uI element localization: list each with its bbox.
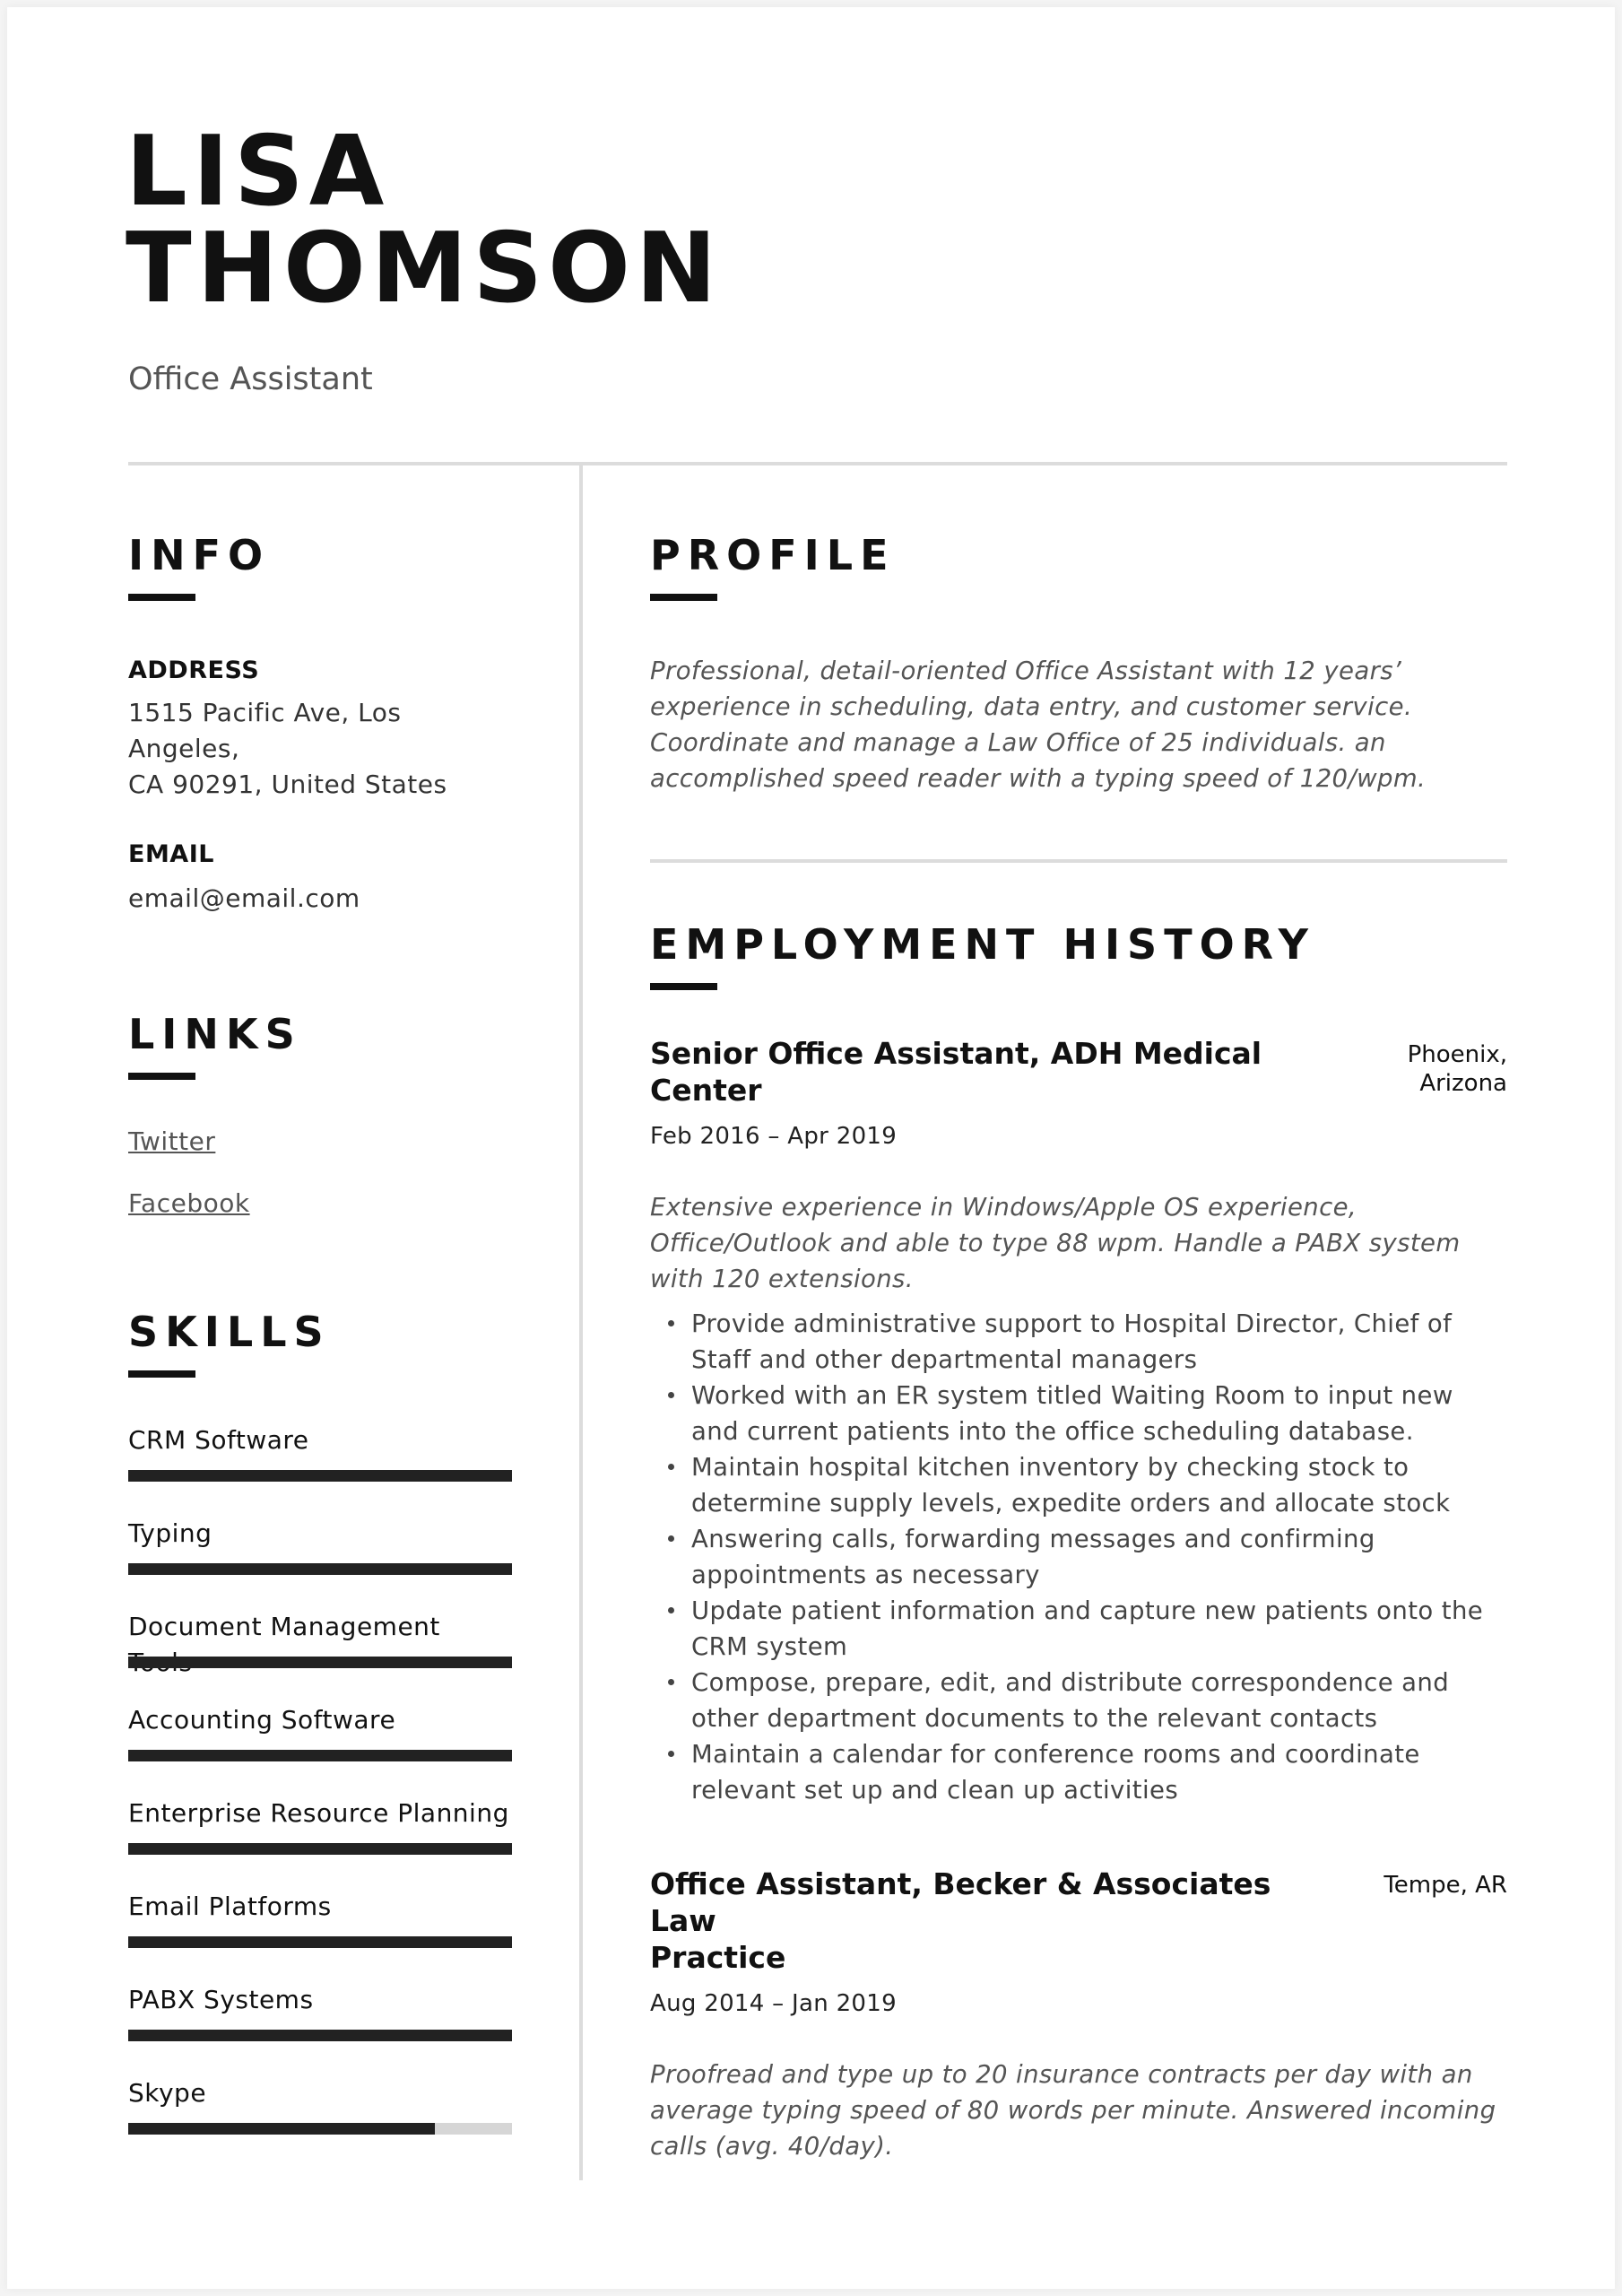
employment-heading: EMPLOYMENT HISTORY [650, 920, 1315, 969]
job-title [650, 1035, 1296, 1109]
skills-list [128, 1422, 512, 2169]
resume-page [7, 7, 1615, 2289]
job-summary: Extensive experience in Windows/Apple OS experience, Office/Outlook and able to type 88 wpm. Handle a PABX system with 120 extensions. [650, 1193, 1461, 1293]
address-line-1: 1515 Pacific Ave, Los Angeles, [128, 698, 402, 763]
skill-bar [128, 1657, 512, 1668]
skill-bar [128, 2123, 512, 2135]
skill-item [128, 1422, 512, 1516]
responsibility-item: Provide administrative support to Hospital Director, Chief of Staff and other departmental managers [691, 1306, 1507, 1378]
email-label: EMAIL [128, 840, 214, 868]
last-name: THOMSON [126, 213, 723, 325]
job-header [650, 1035, 1507, 1109]
profile-section [650, 527, 1507, 796]
job-responsibilities [650, 1306, 1507, 1808]
skill-name: PABX Systems [128, 1985, 314, 2014]
skill-bar-fill [128, 1750, 512, 1761]
address-line-2: CA 90291, United States [128, 770, 447, 799]
skill-bar [128, 1563, 512, 1575]
skill-item [128, 1889, 512, 1982]
profile-divider [650, 859, 1507, 863]
skill-name: Accounting Software [128, 1705, 396, 1735]
skill-item [128, 1796, 512, 1889]
skill-bar-fill [128, 2030, 512, 2041]
responsibility-item: Worked with an ER system titled Waiting Room to input new and current patients into the office scheduling database. [691, 1378, 1507, 1449]
job-title [650, 1866, 1296, 1976]
skill-bar-fill [128, 1936, 512, 1948]
main-content [650, 527, 1507, 2164]
first-name: LISA [126, 116, 390, 228]
info-heading: INFO [128, 531, 271, 579]
column-divider [579, 465, 583, 2180]
skill-bar [128, 1936, 512, 1948]
skill-bar [128, 1843, 512, 1855]
skill-name: Enterprise Resource Planning [128, 1798, 509, 1828]
job-dates: Aug 2014 – Jan 2019 [650, 1990, 897, 2017]
job-location-line-1: Tempe, AR [1383, 1872, 1507, 1899]
skill-bar-fill [128, 2123, 435, 2135]
skill-name: Skype [128, 2078, 207, 2108]
job-dates: Feb 2016 – Apr 2019 [650, 1123, 898, 1150]
skill-bar-fill [128, 1470, 512, 1482]
candidate-title: Office Assistant [128, 361, 373, 397]
skill-bar [128, 1750, 512, 1761]
job-title-line-2: Practice [650, 1940, 786, 1975]
skill-bar-fill [128, 1843, 512, 1855]
skill-name: Document Management [128, 1612, 440, 1641]
job-title-line-2: Center [650, 1073, 762, 1108]
skill-item [128, 2075, 512, 2169]
job-location [1328, 1040, 1507, 1098]
responsibility-item: Compose, prepare, edit, and distribute correspondence and other department documents to the relevant contacts [691, 1665, 1507, 1736]
facebook-link[interactable]: Facebook [128, 1188, 250, 1218]
responsibility-item: Update patient information and capture new patients onto the CRM system [691, 1593, 1507, 1665]
address-label: ADDRESS [128, 657, 260, 684]
job-header [650, 1866, 1507, 1976]
skill-name: Typing [128, 1518, 213, 1548]
skill-name: CRM Software [128, 1425, 309, 1455]
job-title-line-1: Senior Office Assistant, ADH Medical [650, 1036, 1262, 1071]
job-location [1328, 1871, 1507, 1900]
address-value [128, 695, 512, 803]
responsibility-item: Answering calls, forwarding messages and confirming appointments as necessary [691, 1521, 1507, 1593]
responsibility-item: Maintain hospital kitchen inventory by checking stock to determine supply levels, expedite orders and allocate stock [691, 1449, 1507, 1521]
profile-text: Professional, detail-oriented Office Assistant with 12 years’ experience in scheduling, data entry, and customer service. Coordinate and manage a Law Office of 25 individuals. an accomplished speed reader with a typing speed of 120/wpm. [650, 657, 1427, 793]
skill-bar [128, 2030, 512, 2041]
skill-item [128, 1516, 512, 1609]
job-location-line-1: Phoenix, [1407, 1041, 1507, 1068]
job-title-line-1: Office Assistant, Becker & Associates Law [650, 1866, 1271, 1938]
links-heading-bar [128, 1073, 195, 1080]
employment-section [650, 917, 1507, 2164]
sidebar [128, 527, 512, 2169]
info-section [128, 527, 512, 917]
skill-bar [128, 1470, 512, 1482]
skills-heading-bar [128, 1370, 195, 1378]
skills-heading: SKILLS [128, 1308, 331, 1356]
job-entry [650, 1866, 1507, 2164]
email-value: email@email.com [128, 883, 360, 913]
twitter-link[interactable]: Twitter [128, 1126, 216, 1156]
skill-bar-fill [128, 1657, 512, 1668]
profile-heading-bar [650, 594, 717, 601]
skill-name: Email Platforms [128, 1892, 332, 1921]
skill-item [128, 1702, 512, 1796]
links-section [128, 1006, 512, 1218]
links-heading: LINKS [128, 1010, 302, 1058]
job-location-line-2: Arizona [1419, 1070, 1507, 1097]
profile-heading: PROFILE [650, 531, 896, 579]
info-heading-bar [128, 594, 195, 601]
skill-item [128, 1982, 512, 2075]
employment-heading-bar [650, 983, 717, 990]
skill-bar-fill [128, 1563, 512, 1575]
job-entry [650, 1035, 1507, 1808]
header-divider [128, 462, 1507, 465]
responsibility-item: Maintain a calendar for conference rooms and coordinate relevant set up and clean up activities [691, 1736, 1507, 1808]
job-summary: Proofread and type up to 20 insurance contracts per day with an average typing speed of 80 words per minute. Answered incoming calls (avg. 40/day). [650, 2060, 1496, 2161]
skills-section [128, 1304, 512, 2169]
candidate-name [126, 116, 723, 325]
skill-item [128, 1609, 512, 1702]
